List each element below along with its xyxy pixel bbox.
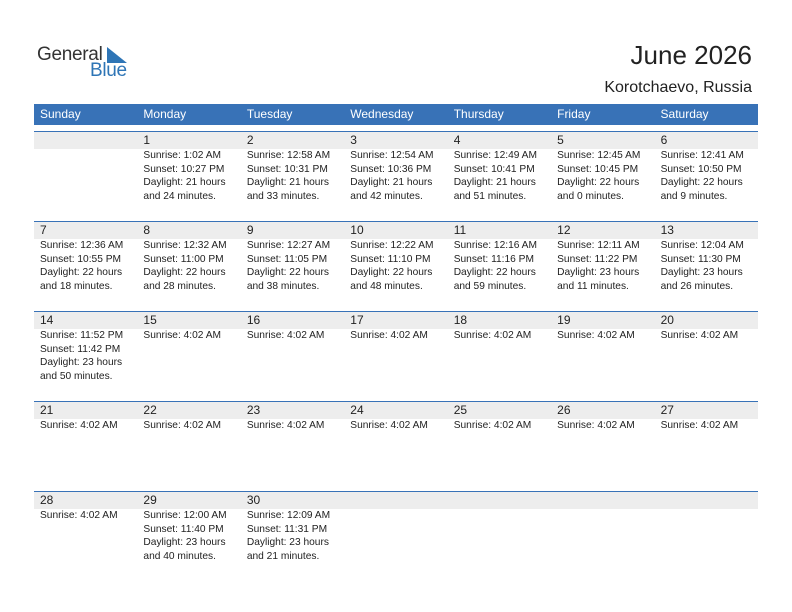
day-cell bbox=[655, 401, 758, 491]
weekday-sunday: Sunday bbox=[40, 107, 81, 121]
day-number: 14 bbox=[40, 313, 54, 327]
day-info-line: Sunrise: 12:04 AM bbox=[660, 240, 744, 251]
day-info-line: Daylight: 22 hours bbox=[453, 267, 536, 278]
day-number: 2 bbox=[246, 133, 254, 147]
day-info-line: and 18 minutes. bbox=[40, 280, 113, 292]
day-number bbox=[661, 491, 758, 509]
day-cell bbox=[34, 401, 137, 491]
day-info-line: Sunrise: 4:02 AM bbox=[143, 330, 222, 341]
day-number: 22 bbox=[143, 403, 157, 417]
day-info-line: and 9 minutes. bbox=[660, 190, 728, 202]
week-row bbox=[34, 401, 758, 491]
day-info-line: Sunrise: 4:02 AM bbox=[246, 420, 325, 431]
day-info-line: Sunset: 10:31 PM bbox=[246, 163, 328, 175]
day-info-line: Sunrise: 4:02 AM bbox=[246, 330, 325, 341]
day-info-line: Daylight: 21 hours bbox=[246, 177, 329, 188]
day-info-line: Sunset: 11:22 PM bbox=[557, 253, 638, 265]
day-info-line: Sunrise: 4:02 AM bbox=[40, 420, 118, 431]
day-info-line: Sunrise: 12:36 AM bbox=[40, 240, 124, 251]
day-info-line: Daylight: 22 hours bbox=[143, 267, 226, 278]
day-info-line: Sunrise: 12:11 AM bbox=[557, 240, 640, 251]
day-cell bbox=[344, 311, 447, 401]
day-info-line: Sunrise: 4:02 AM bbox=[453, 330, 532, 341]
day-number: 21 bbox=[40, 403, 54, 417]
day-info-line: and 38 minutes. bbox=[246, 280, 320, 292]
day-cell bbox=[655, 131, 758, 221]
day-info-line: Sunrise: 4:02 AM bbox=[40, 510, 118, 521]
day-cell bbox=[448, 401, 551, 491]
day-info-line: Daylight: 21 hours bbox=[143, 177, 226, 188]
day-info-line: Daylight: 21 hours bbox=[453, 177, 536, 188]
day-info-line: and 50 minutes. bbox=[40, 370, 113, 382]
day-info-line: Daylight: 22 hours bbox=[350, 267, 433, 278]
day-cell bbox=[551, 491, 654, 581]
day-info-line: Sunset: 11:05 PM bbox=[246, 253, 328, 265]
day-info-line: Sunset: 11:30 PM bbox=[660, 253, 741, 265]
day-cell bbox=[241, 491, 344, 581]
day-info-line: Sunrise: 12:27 AM bbox=[246, 240, 331, 251]
day-info-line: Sunset: 11:31 PM bbox=[246, 523, 328, 535]
day-cell bbox=[137, 221, 240, 311]
day-number: 11 bbox=[453, 223, 467, 237]
day-info-line: and 51 minutes. bbox=[453, 190, 527, 202]
day-info-line: Sunrise: 12:09 AM bbox=[246, 510, 331, 521]
day-info-line: and 33 minutes. bbox=[246, 190, 320, 202]
day-info-line: Sunrise: 12:45 AM bbox=[557, 150, 641, 161]
logo-blue-text: Blue bbox=[90, 60, 127, 81]
day-cell bbox=[551, 131, 654, 221]
day-cell bbox=[137, 491, 240, 581]
day-number: 16 bbox=[246, 313, 261, 327]
day-info-line: Daylight: 23 hours bbox=[557, 267, 640, 278]
weekday-header bbox=[34, 104, 758, 125]
day-info-line: Sunrise: 11:52 PM bbox=[40, 330, 124, 341]
day-number: 6 bbox=[660, 133, 668, 147]
day-cell bbox=[137, 401, 240, 491]
day-info-line: Daylight: 23 hours bbox=[660, 267, 743, 278]
day-info-line: and 21 minutes. bbox=[246, 550, 320, 562]
day-number: 20 bbox=[660, 313, 674, 327]
day-cell bbox=[448, 311, 551, 401]
day-number: 26 bbox=[557, 403, 571, 417]
day-cell bbox=[241, 131, 344, 221]
weekday-tuesday: Tuesday bbox=[246, 107, 293, 121]
day-info-line: Daylight: 22 hours bbox=[660, 177, 743, 188]
day-info-line: Sunrise: 12:58 AM bbox=[246, 150, 331, 161]
day-number: 18 bbox=[453, 313, 468, 327]
day-info-line: Sunset: 10:41 PM bbox=[453, 163, 535, 175]
day-number: 5 bbox=[557, 133, 564, 147]
day-info-line: Daylight: 21 hours bbox=[350, 177, 433, 188]
day-info-line: Sunrise: 4:02 AM bbox=[557, 330, 635, 341]
day-info-line: Sunrise: 12:54 AM bbox=[350, 150, 434, 161]
calendar-location: Korotchaevo, Russia bbox=[604, 79, 752, 96]
day-info-line: Sunrise: 4:02 AM bbox=[143, 420, 222, 431]
day-info-line: Sunrise: 4:02 AM bbox=[660, 330, 739, 341]
day-info-line: Sunrise: 4:02 AM bbox=[350, 420, 428, 431]
day-number: 30 bbox=[246, 493, 261, 507]
day-number bbox=[454, 491, 551, 509]
calendar-title: June 2026 bbox=[630, 40, 752, 70]
day-info-line: and 0 minutes. bbox=[557, 190, 624, 202]
day-info-line: and 26 minutes. bbox=[660, 280, 734, 292]
weekday-monday: Monday bbox=[143, 107, 187, 121]
day-info-line: Sunset: 10:45 PM bbox=[557, 163, 639, 175]
day-number bbox=[40, 131, 137, 149]
day-number bbox=[350, 491, 447, 509]
day-number: 12 bbox=[557, 223, 571, 237]
day-info-line: Sunset: 11:10 PM bbox=[350, 253, 431, 265]
day-info-line: Sunrise: 12:00 AM bbox=[143, 510, 227, 521]
day-info-line: Sunrise: 12:22 AM bbox=[350, 240, 434, 251]
day-info-line: Sunrise: 1:02 AM bbox=[143, 150, 222, 161]
day-cell bbox=[655, 311, 758, 401]
day-info-line: Daylight: 23 hours bbox=[143, 537, 226, 548]
day-cell bbox=[551, 311, 654, 401]
day-cell bbox=[34, 221, 137, 311]
day-cell bbox=[241, 311, 344, 401]
day-info-line: Sunset: 10:55 PM bbox=[40, 253, 121, 265]
day-info-line: and 28 minutes. bbox=[143, 280, 216, 292]
day-cell bbox=[448, 131, 551, 221]
day-number: 24 bbox=[350, 403, 364, 417]
day-info-line: and 24 minutes. bbox=[143, 190, 216, 202]
day-info-line: Sunrise: 12:32 AM bbox=[143, 240, 227, 251]
day-info-line: Sunrise: 4:02 AM bbox=[660, 420, 739, 431]
day-number: 19 bbox=[557, 313, 571, 327]
day-info-line: Daylight: 22 hours bbox=[246, 267, 329, 278]
day-number: 13 bbox=[660, 223, 674, 237]
day-cell bbox=[655, 491, 758, 581]
day-cell bbox=[551, 401, 654, 491]
logo bbox=[37, 44, 137, 84]
week-row bbox=[34, 131, 758, 221]
weekday-friday: Friday bbox=[557, 107, 591, 121]
day-number: 25 bbox=[453, 403, 468, 417]
week-row bbox=[34, 311, 758, 401]
day-cell bbox=[655, 221, 758, 311]
day-number: 28 bbox=[40, 493, 54, 507]
day-info-line: and 11 minutes. bbox=[557, 280, 629, 292]
day-info-line: Sunset: 10:27 PM bbox=[143, 163, 225, 175]
day-cell bbox=[344, 401, 447, 491]
day-info-line: and 59 minutes. bbox=[453, 280, 527, 292]
day-cell bbox=[241, 401, 344, 491]
day-cell bbox=[137, 131, 240, 221]
day-cell bbox=[34, 491, 137, 581]
day-cell bbox=[344, 491, 447, 581]
day-info-line: Sunrise: 4:02 AM bbox=[350, 330, 428, 341]
day-cell bbox=[137, 311, 240, 401]
day-number: 15 bbox=[143, 313, 157, 327]
day-cell bbox=[241, 221, 344, 311]
day-info-line: and 42 minutes. bbox=[350, 190, 423, 202]
day-info-line: Sunrise: 12:41 AM bbox=[660, 150, 744, 161]
day-cell bbox=[344, 221, 447, 311]
day-info-line: Daylight: 23 hours bbox=[246, 537, 329, 548]
day-number: 1 bbox=[143, 133, 151, 147]
day-number: 3 bbox=[350, 133, 357, 147]
weekday-saturday: Saturday bbox=[660, 107, 709, 121]
day-number: 10 bbox=[350, 223, 364, 237]
day-info-line: Sunset: 11:16 PM bbox=[453, 253, 534, 265]
weekday-wednesday: Wednesday bbox=[350, 107, 414, 121]
logo-general-text: General bbox=[37, 44, 103, 65]
week-row bbox=[34, 491, 758, 581]
day-number: 9 bbox=[246, 223, 254, 237]
day-info-line: Sunrise: 12:49 AM bbox=[453, 150, 537, 161]
day-cell bbox=[551, 221, 654, 311]
day-info-line: Daylight: 22 hours bbox=[40, 267, 123, 278]
day-info-line: and 48 minutes. bbox=[350, 280, 423, 292]
day-info-line: Sunset: 10:36 PM bbox=[350, 163, 432, 175]
weekday-thursday: Thursday bbox=[453, 107, 504, 121]
day-info-line: Daylight: 22 hours bbox=[557, 177, 640, 188]
day-number bbox=[557, 491, 654, 509]
day-info-line: Sunrise: 12:16 AM bbox=[453, 240, 537, 251]
day-number: 29 bbox=[143, 493, 157, 507]
day-number: 8 bbox=[143, 223, 151, 237]
day-info-line: Sunset: 11:00 PM bbox=[143, 253, 224, 265]
day-info-line: Sunrise: 4:02 AM bbox=[557, 420, 635, 431]
day-cell bbox=[34, 131, 137, 221]
day-cell bbox=[448, 491, 551, 581]
day-number: 27 bbox=[660, 403, 674, 417]
day-info-line: Sunset: 11:42 PM bbox=[40, 343, 121, 355]
calendar-grid bbox=[34, 104, 758, 562]
day-cell bbox=[344, 131, 447, 221]
day-number: 17 bbox=[350, 313, 364, 327]
day-cell bbox=[448, 221, 551, 311]
day-number: 7 bbox=[40, 223, 47, 237]
day-number: 4 bbox=[453, 133, 461, 147]
day-cell bbox=[34, 311, 137, 401]
day-info-line: Daylight: 23 hours bbox=[40, 357, 123, 368]
day-info-line: Sunset: 11:40 PM bbox=[143, 523, 224, 535]
day-info-line: Sunset: 10:50 PM bbox=[660, 163, 742, 175]
day-info-line: and 40 minutes. bbox=[143, 550, 216, 562]
day-info-line: Sunrise: 4:02 AM bbox=[453, 420, 532, 431]
day-number: 23 bbox=[246, 403, 261, 417]
week-row bbox=[34, 221, 758, 311]
